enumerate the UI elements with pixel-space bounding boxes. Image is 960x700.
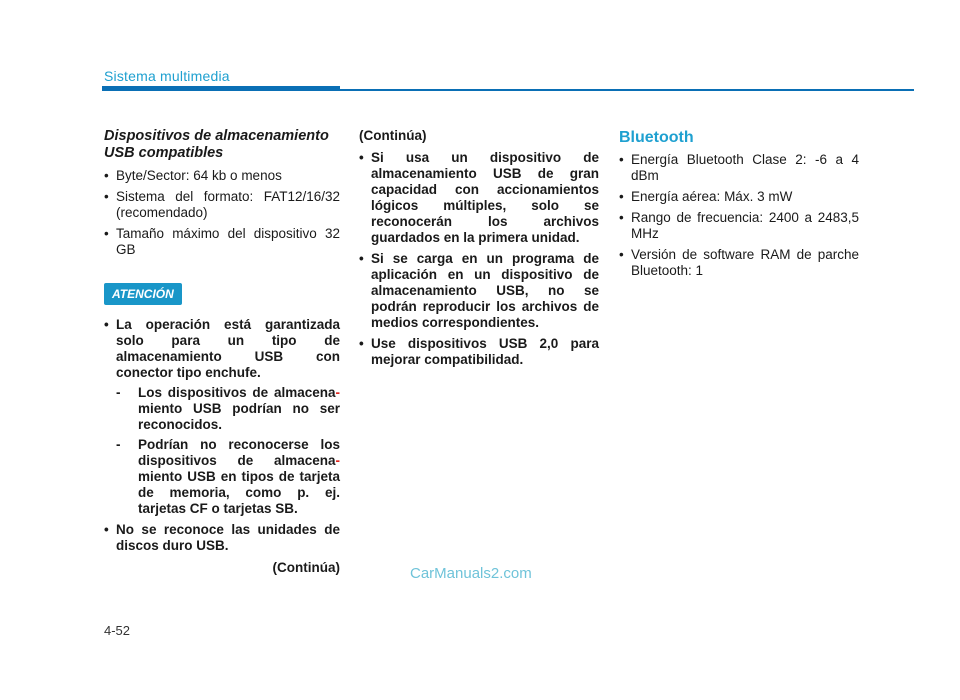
bluetooth-title: Bluetooth [619,129,694,146]
header-rule-thick [102,86,340,91]
continued-label: (Continúa) [359,128,427,143]
dash-marker: - [116,385,121,400]
caution-text: La operación está garantizada solo para un tipo de almacenamiento USB con conector tipo enchufe. [116,317,340,380]
sub-text-b: miento USB podrían no ser reconocidos. [138,401,340,432]
header-rule-thin [340,89,914,91]
watermark-logo: CarManuals2.com [410,565,532,582]
list-item: • Si se carga en un programa de aplicación en un dispositivo de almacenamiento USB, no se podrán reproducir los archivos de medios correspondientes. [359,251,599,331]
column-usb-compat [104,128,340,576]
list-item: • Energía aérea: Máx. 3 mW [619,189,859,205]
hyphen-mark: - [335,453,340,468]
sub-list-item [116,437,340,517]
list-item [104,317,340,517]
list-item: • Tamaño máximo del dispositivo 32 GB [104,226,340,258]
column-usb-continued [359,128,599,373]
attention-badge: ATENCIÓN [104,283,182,305]
hyphen-mark: - [335,385,340,400]
list-item: • Si usa un dispositivo de almacenamiento USB de gran capacidad con accionamientos lógicos múltiples, solo se reconocerán los archivos guardados en la primera unidad. [359,150,599,246]
sub-text-a: Podrían no reconocerse los dispositivos de almacena [138,437,340,468]
usb-notes-list [359,150,599,368]
sub-text-a: Los dispositivos de almacena [138,385,336,400]
continues-label: (Continúa) [272,560,340,575]
page-number: 4-52 [104,623,131,638]
list-item: • Energía Bluetooth Clase 2: -6 a 4 dBm [619,152,859,184]
sub-list-item [116,385,340,433]
sub-text-b: miento USB en tipos de tarjeta de memoria, como p. ej. tarjetas CF o tarjetas SB. [138,469,340,516]
caution-sub-list [116,385,340,517]
bluetooth-spec-list [619,152,859,279]
list-item: • Versión de software RAM de parche Bluetooth: 1 [619,247,859,279]
dash-marker: - [116,437,121,452]
usb-compat-heading: Dispositivos de almacenamiento USB compatibles [104,128,329,161]
list-item: • Use dispositivos USB 2,0 para mejorar compatibilidad. [359,336,599,368]
list-item: • Byte/Sector: 64 kb o menos [104,168,340,184]
column-bluetooth [619,128,859,284]
usb-spec-list [104,168,340,258]
list-item: • Rango de frecuencia: 2400 a 2483,5 MHz [619,210,859,242]
caution-list [104,317,340,554]
section-header-title: Sistema multimedia [104,68,230,84]
list-item: • No se reconoce las unidades de discos duro USB. [104,522,340,554]
list-item: • Sistema del formato: FAT12/16/32 (recomendado) [104,189,340,221]
